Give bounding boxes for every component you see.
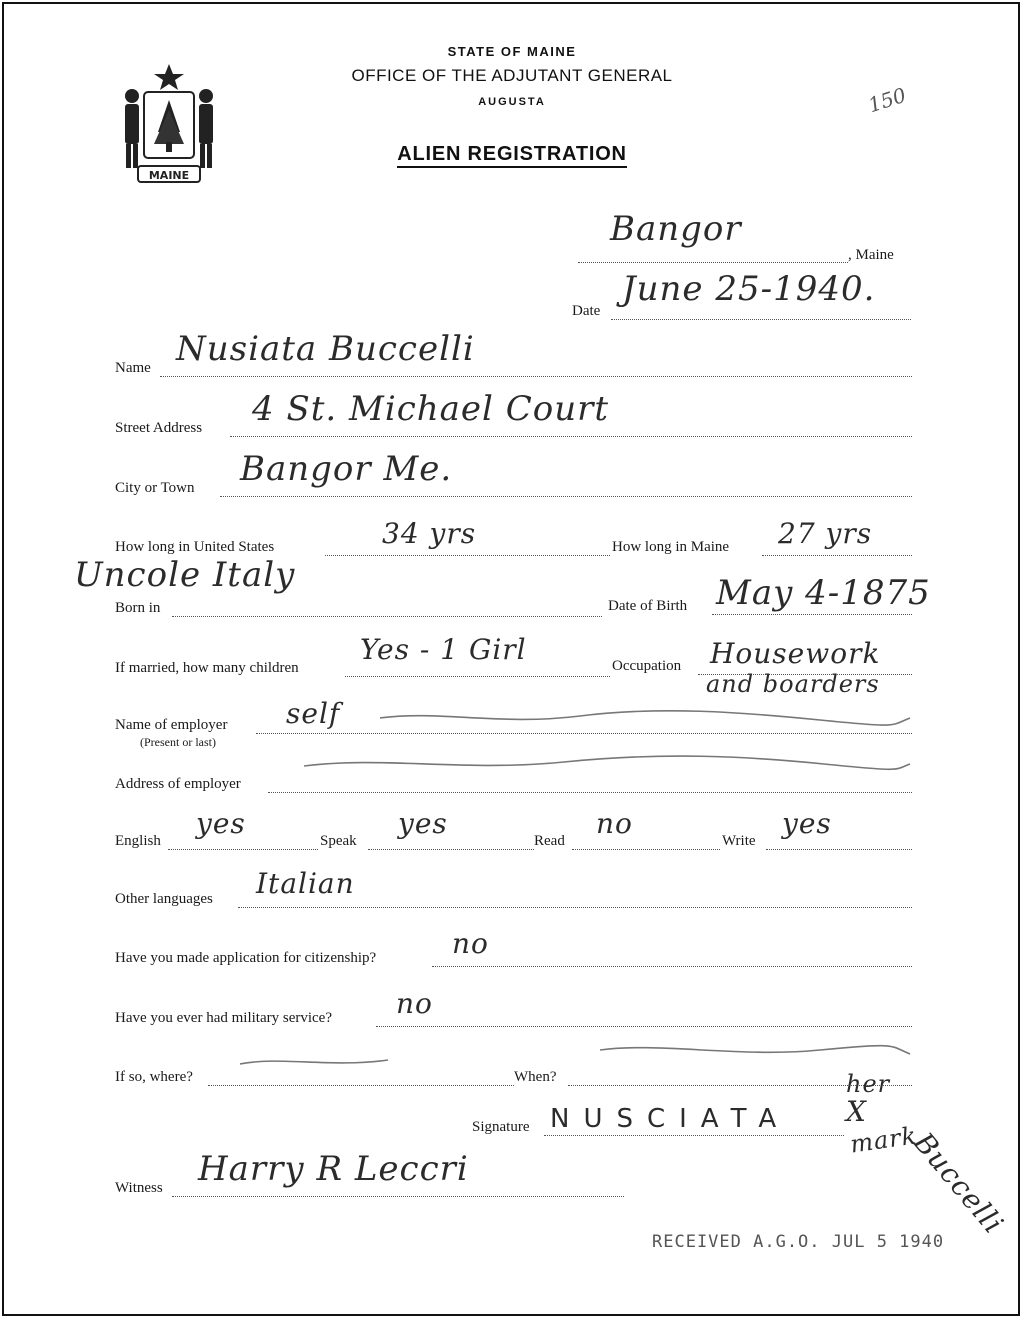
english-label: English bbox=[115, 833, 161, 849]
children-value: Yes - 1 Girl bbox=[360, 633, 527, 666]
how-long-maine-value: 27 yrs bbox=[778, 517, 873, 550]
other-languages-label: Other languages bbox=[115, 891, 213, 907]
witness-label: Witness bbox=[115, 1180, 163, 1196]
how-long-us-label: How long in United States bbox=[115, 539, 275, 555]
city-value: Bangor Me. bbox=[240, 449, 453, 489]
witness-field-line bbox=[172, 1196, 624, 1197]
citizenship-value: no bbox=[452, 927, 489, 960]
military-label: Have you ever had military service? bbox=[115, 1010, 332, 1026]
seal-text: MAINE bbox=[148, 169, 190, 182]
employer-dash-line bbox=[380, 706, 912, 732]
occupation-label: Occupation bbox=[612, 658, 682, 674]
when-dash-line bbox=[600, 1040, 912, 1064]
occupation-value: Housework bbox=[710, 637, 881, 670]
speak-field-line bbox=[368, 849, 534, 850]
signature-surname: Buccelli bbox=[907, 1126, 1011, 1241]
how-long-maine-label: How long in Maine bbox=[612, 539, 730, 555]
speak-label: Speak bbox=[320, 833, 357, 849]
employer-field-line bbox=[256, 733, 912, 734]
dob-value: May 4-1875 bbox=[716, 573, 931, 613]
other-languages-value: Italian bbox=[256, 867, 355, 900]
signature-mark: mark bbox=[848, 1121, 919, 1159]
dob-label: Date of Birth bbox=[608, 598, 688, 614]
place-field-line bbox=[578, 262, 848, 263]
date-value: June 25-1940. bbox=[622, 269, 876, 309]
children-label: If married, how many children bbox=[115, 660, 299, 676]
citizenship-label: Have you made application for citizenship? bbox=[115, 950, 377, 966]
citizenship-field-line bbox=[432, 966, 912, 967]
how-long-us-field-line bbox=[325, 555, 610, 556]
employer-address-label: Address of employer bbox=[115, 776, 241, 792]
how-long-us-value: 34 yrs bbox=[382, 517, 477, 550]
header-city: AUGUSTA bbox=[478, 96, 546, 108]
witness-value: Harry R Leccri bbox=[198, 1149, 469, 1189]
occupation-value-line2: and boarders bbox=[706, 670, 880, 698]
corner-note: 150 bbox=[865, 82, 909, 118]
read-label: Read bbox=[534, 833, 565, 849]
employer-address-field-line bbox=[268, 792, 912, 793]
city-label: City or Town bbox=[115, 480, 195, 496]
employer-address-dash-line bbox=[304, 750, 912, 776]
street-label: Street Address bbox=[115, 420, 203, 436]
header-office: OFFICE OF THE ADJUTANT GENERAL bbox=[351, 66, 673, 85]
military-value: no bbox=[396, 987, 433, 1020]
where-label: If so, where? bbox=[115, 1069, 193, 1085]
header-state: STATE OF MAINE bbox=[447, 44, 577, 59]
form-title-text: ALIEN REGISTRATION bbox=[397, 143, 627, 168]
born-in-label: Born in bbox=[115, 600, 161, 616]
place-suffix: , Maine bbox=[848, 247, 894, 263]
date-field-line bbox=[611, 319, 911, 320]
employer-label: Name of employer bbox=[115, 717, 228, 733]
place-value: Bangor bbox=[610, 209, 742, 249]
form-title bbox=[0, 143, 1024, 166]
employer-sublabel: (Present or last) bbox=[140, 735, 216, 749]
write-value: yes bbox=[782, 807, 832, 840]
signature-her: her bbox=[846, 1070, 891, 1098]
signature-field-line bbox=[544, 1135, 844, 1136]
where-field-line bbox=[208, 1085, 514, 1086]
employer-value: self bbox=[286, 697, 341, 730]
read-value: no bbox=[596, 807, 633, 840]
name-field-line bbox=[160, 376, 912, 377]
write-label: Write bbox=[722, 833, 756, 849]
military-field-line bbox=[376, 1026, 912, 1027]
dob-field-line bbox=[712, 614, 912, 615]
where-dash-line bbox=[240, 1052, 390, 1072]
children-field-line bbox=[345, 676, 610, 677]
received-stamp: RECEIVED A.G.O. JUL 5 1940 bbox=[652, 1232, 945, 1252]
signature-mark-symbol: X bbox=[846, 1095, 867, 1128]
signature-label: Signature bbox=[472, 1119, 530, 1135]
when-label: When? bbox=[514, 1069, 557, 1085]
other-languages-field-line bbox=[238, 907, 912, 908]
english-field-line bbox=[168, 849, 318, 850]
how-long-maine-field-line bbox=[762, 555, 912, 556]
city-field-line bbox=[220, 496, 912, 497]
speak-value: yes bbox=[398, 807, 448, 840]
write-field-line bbox=[766, 849, 912, 850]
signature-printed-name: NUSCIATA bbox=[550, 1104, 791, 1134]
read-field-line bbox=[572, 849, 720, 850]
street-field-line bbox=[230, 436, 912, 437]
born-in-value: Uncole Italy bbox=[74, 555, 296, 595]
name-value: Nusiata Buccelli bbox=[176, 329, 475, 369]
date-label: Date bbox=[572, 303, 601, 319]
name-label: Name bbox=[115, 360, 151, 376]
street-value: 4 St. Michael Court bbox=[252, 389, 610, 429]
english-value: yes bbox=[196, 807, 246, 840]
born-in-field-line bbox=[172, 616, 602, 617]
